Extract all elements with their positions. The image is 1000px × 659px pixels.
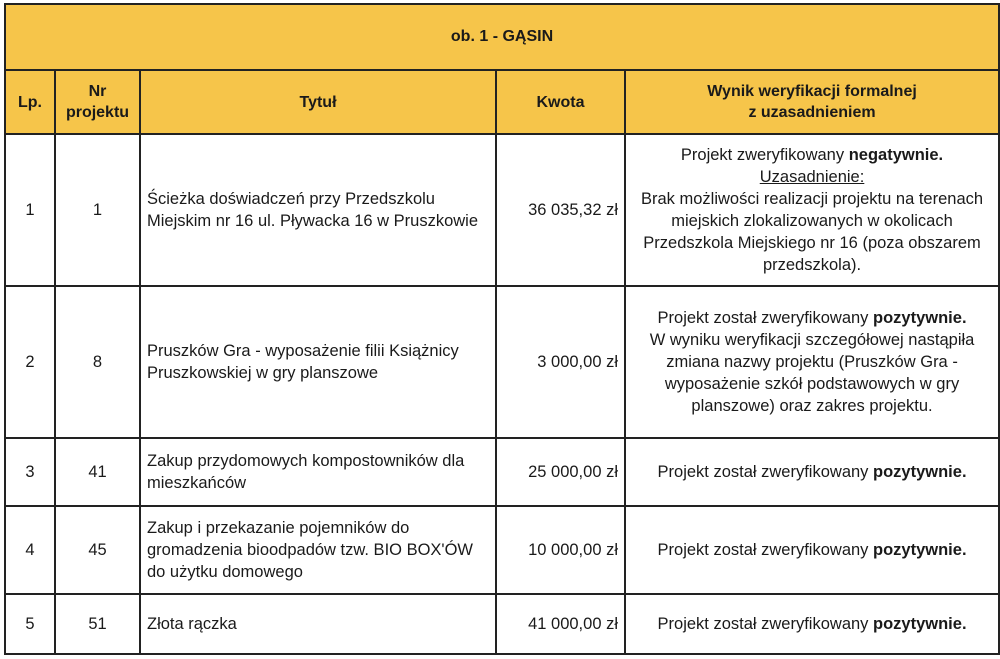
table-title-row bbox=[5, 4, 999, 70]
cell-lp: 2 bbox=[5, 286, 55, 438]
cell-result bbox=[625, 134, 999, 286]
verification-table bbox=[4, 3, 1000, 655]
cell-project-number: 51 bbox=[55, 594, 140, 654]
cell-title: Zakup i przekazanie pojemników do gromadzenia bioodpadów tzw. BIO BOX'ÓW do użytku domowego bbox=[140, 506, 496, 594]
result-verdict: pozytywnie. bbox=[873, 615, 967, 633]
cell-title: Złota rączka bbox=[140, 594, 496, 654]
cell-lp: 3 bbox=[5, 438, 55, 506]
cell-amount: 36 035,32 zł bbox=[496, 134, 625, 286]
table-row bbox=[5, 438, 999, 506]
table-row bbox=[5, 134, 999, 286]
table-header-row bbox=[5, 70, 999, 134]
result-verdict: pozytywnie. bbox=[873, 541, 967, 559]
cell-amount: 3 000,00 zł bbox=[496, 286, 625, 438]
cell-lp: 5 bbox=[5, 594, 55, 654]
table-row bbox=[5, 286, 999, 438]
result-prefix: Projekt zweryfikowany bbox=[680, 146, 849, 164]
header-nr-line2: projektu bbox=[65, 104, 130, 121]
result-verdict: pozytywnie. bbox=[873, 309, 967, 327]
result-verdict: pozytywnie. bbox=[873, 463, 967, 481]
cell-result bbox=[625, 594, 999, 654]
cell-result bbox=[625, 438, 999, 506]
result-suffix: W wyniku weryfikacji szczegółowej nastąpiła zmiana nazwy projektu (Pruszków Gra - wyposażenie szkół podstawowych w gry planszowe) oraz zakres projektu. bbox=[649, 331, 975, 415]
result-verdict: negatywnie. bbox=[848, 146, 944, 164]
result-prefix: Projekt został zweryfikowany bbox=[657, 541, 874, 559]
verification-sheet bbox=[4, 3, 998, 657]
header-lp: Lp. bbox=[5, 70, 55, 134]
result-prefix: Projekt został zweryfikowany bbox=[657, 309, 874, 327]
header-amount: Kwota bbox=[496, 70, 625, 134]
cell-title: Zakup przydomowych kompostowników dla mieszkańców bbox=[140, 438, 496, 506]
justification-text: Brak możliwości realizacji projektu na terenach miejskich zlokalizowanych w okolicach Przedszkola Miejskiego nr 16 (poza obszarem przedszkola). bbox=[640, 190, 984, 274]
cell-project-number: 1 bbox=[55, 134, 140, 286]
cell-lp: 1 bbox=[5, 134, 55, 286]
cell-project-number: 8 bbox=[55, 286, 140, 438]
cell-amount: 41 000,00 zł bbox=[496, 594, 625, 654]
header-project-number bbox=[55, 70, 140, 134]
header-result-line2: z uzasadnieniem bbox=[748, 104, 876, 121]
cell-project-number: 41 bbox=[55, 438, 140, 506]
table-row bbox=[5, 594, 999, 654]
cell-project-number: 45 bbox=[55, 506, 140, 594]
cell-title: Pruszków Gra - wyposażenie filii Książnicy Pruszkowskiej w gry planszowe bbox=[140, 286, 496, 438]
header-result-line1: Wynik weryfikacji formalnej bbox=[707, 83, 917, 100]
cell-title: Ścieżka doświadczeń przy Przedszkolu Miejskim nr 16 ul. Pływacka 16 w Pruszkowie bbox=[140, 134, 496, 286]
cell-lp: 4 bbox=[5, 506, 55, 594]
table-row bbox=[5, 506, 999, 594]
header-nr-line1: Nr bbox=[88, 83, 107, 100]
result-prefix: Projekt został zweryfikowany bbox=[657, 463, 874, 481]
cell-amount: 25 000,00 zł bbox=[496, 438, 625, 506]
header-result bbox=[625, 70, 999, 134]
justification-label: Uzasadnienie: bbox=[759, 168, 865, 186]
cell-amount: 10 000,00 zł bbox=[496, 506, 625, 594]
header-title: Tytuł bbox=[140, 70, 496, 134]
result-prefix: Projekt został zweryfikowany bbox=[657, 615, 874, 633]
table-title: ob. 1 - GĄSIN bbox=[5, 4, 999, 70]
cell-result bbox=[625, 506, 999, 594]
cell-result bbox=[625, 286, 999, 438]
